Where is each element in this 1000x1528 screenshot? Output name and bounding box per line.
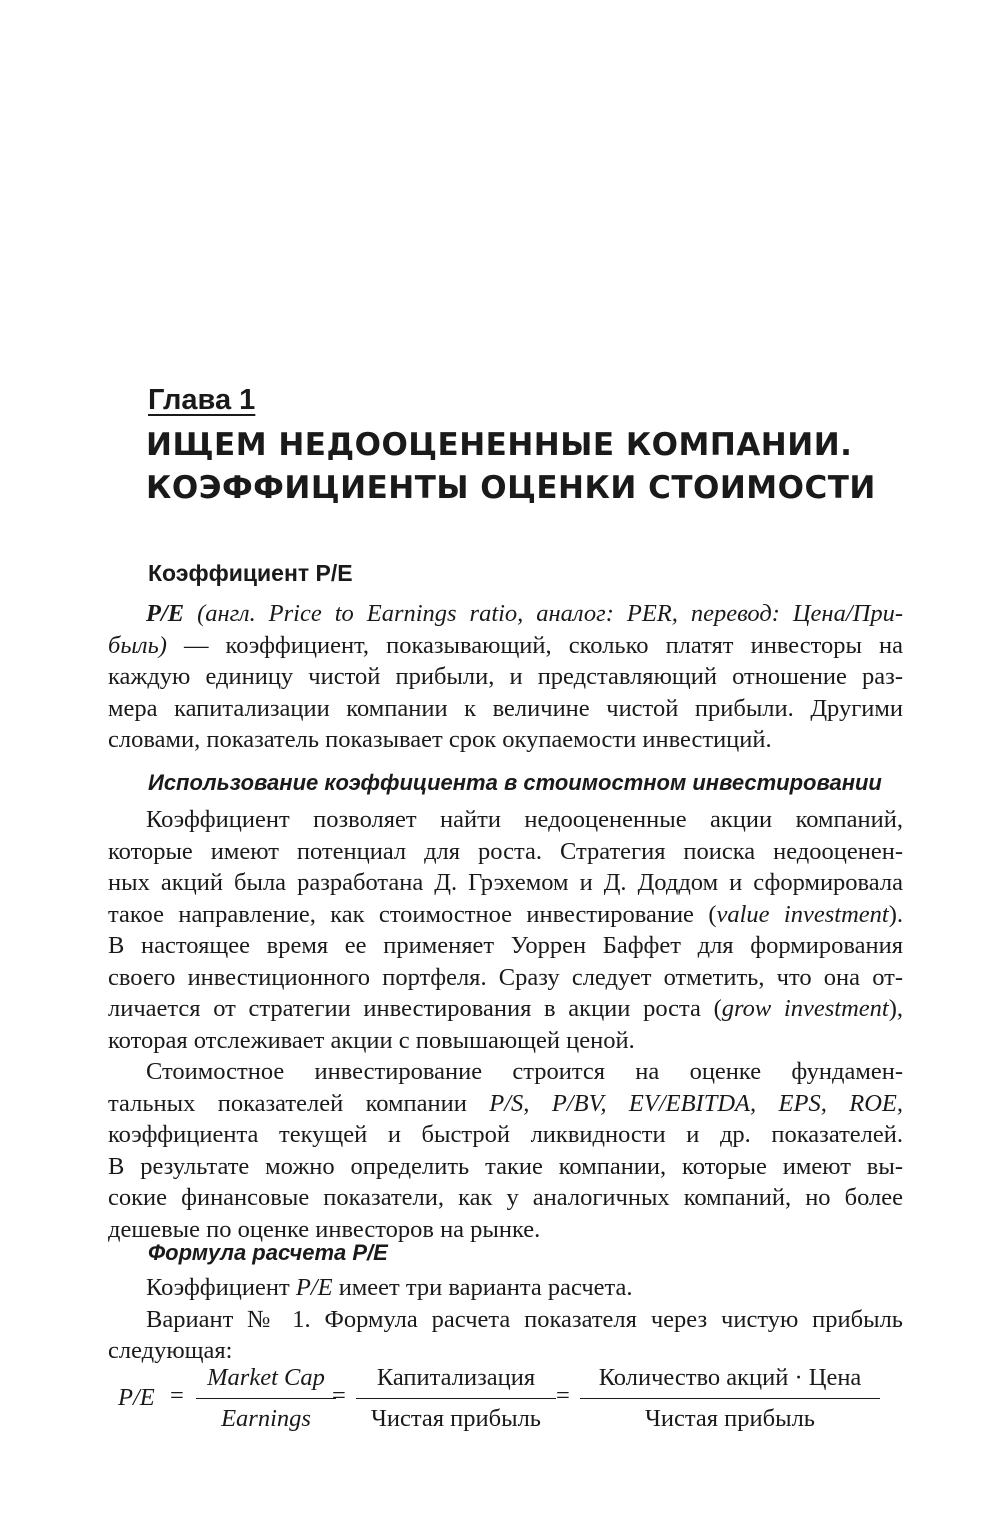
paragraph-line: коэффициента текущей и быстрой ликвидности и др. показателей.: [108, 1121, 903, 1148]
fraction-numerator: Market Cap: [207, 1364, 325, 1391]
pe-formula: [118, 1362, 898, 1438]
paragraph-line: В настоящее время ее применяет Уоррен Баффет для формирования: [108, 932, 903, 959]
fraction-capitalization: [356, 1362, 556, 1435]
paragraph-line: Коэффициент позволяет найти недооцененные акции компаний,: [146, 806, 903, 833]
paragraph-line: сокие финансовые показатели, как у аналогичных компаний, но более: [108, 1184, 903, 1211]
chapter-title-line: ИЩЕМ НЕДООЦЕНЕННЫЕ КОМПАНИИ.: [146, 427, 853, 463]
paragraph-line: тальных показателей компании P/S, P/BV, EV/EBITDA, EPS, ROE,: [108, 1089, 903, 1117]
paragraph-line: ных акций была разработана Д. Грэхемом и Д. Доддом и сформировала: [108, 869, 903, 896]
paragraph-line: своего инвестиционного портфеля. Сразу следует отметить, что она от-: [108, 963, 903, 991]
equals-sign: =: [332, 1382, 346, 1409]
chapter-label: Глава 1: [148, 384, 256, 416]
paragraph-line: быль) — коэффициент, показывающий, сколько платят инвесторы на: [108, 631, 903, 659]
fraction-denominator: Earnings: [221, 1405, 311, 1432]
fraction-bar: [580, 1398, 880, 1399]
fraction-bar: [196, 1398, 336, 1399]
equals-sign: =: [170, 1382, 184, 1409]
intro-paragraph: [108, 598, 903, 756]
fraction-numerator: Количество акций · Цена: [598, 1364, 862, 1391]
fraction-numerator: Капитализация: [376, 1364, 536, 1391]
usage-paragraph-2: [108, 1056, 903, 1245]
usage-heading: Использование коэффициента в стоимостном инвестировании: [148, 770, 882, 795]
paragraph-line: Коэффициент P/E имеет три варианта расчета.: [146, 1274, 633, 1301]
formula-heading: Формула расчета P/E: [148, 1240, 388, 1265]
paragraph-line: следующая:: [108, 1337, 233, 1364]
paragraph-line: которые имеют потенциал для роста. Стратегия поиска недооценен-: [108, 837, 903, 865]
paragraph-line: дешевые по оценке инвесторов на рынке.: [108, 1215, 541, 1243]
paragraph-line: мера капитализации компании к величине чистой прибыли. Другими: [108, 694, 903, 722]
paragraph-line: P/E (англ. Price to Earnings ratio, аналог: PER, перевод: Цена/При-: [146, 600, 903, 627]
section-heading: Коэффициент P/E: [148, 560, 353, 586]
fraction-denominator: Чистая прибыль: [371, 1405, 541, 1432]
fraction-shares-price: [580, 1362, 880, 1435]
paragraph-line: каждую единицу чистой прибыли, и представляющий отношение раз-: [108, 663, 903, 690]
paragraph-line: словами, показатель показывает срок окупаемости инвестиций.: [108, 726, 772, 753]
fraction-bar: [356, 1398, 556, 1399]
paragraph-line: Вариант № 1. Формула расчета показателя через чистую прибыль: [146, 1305, 903, 1333]
paragraph-line: личается от стратегии инвестирования в акции роста (grow investment),: [108, 995, 903, 1022]
paragraph-line: которая отслеживает акции с повышающей ценой.: [108, 1026, 635, 1054]
usage-paragraph-1: [108, 804, 903, 1056]
paragraph-line: В результате можно определить такие компании, которые имеют вы-: [108, 1152, 903, 1180]
equals-sign: =: [556, 1382, 570, 1409]
paragraph-line: такое направление, как стоимостное инвестирование (value investment).: [108, 900, 903, 928]
formula-lhs: P/E: [118, 1384, 155, 1411]
fraction-denominator: Чистая прибыль: [645, 1405, 815, 1432]
chapter-title-line: КОЭФФИЦИЕНТЫ ОЦЕНКИ СТОИМОСТИ: [146, 470, 876, 506]
fraction-market-cap: [196, 1362, 336, 1435]
chapter-title: [146, 424, 906, 510]
formula-intro-paragraph: [108, 1272, 903, 1367]
paragraph-line: Стоимостное инвестирование строится на оценке фундамен-: [146, 1058, 903, 1085]
